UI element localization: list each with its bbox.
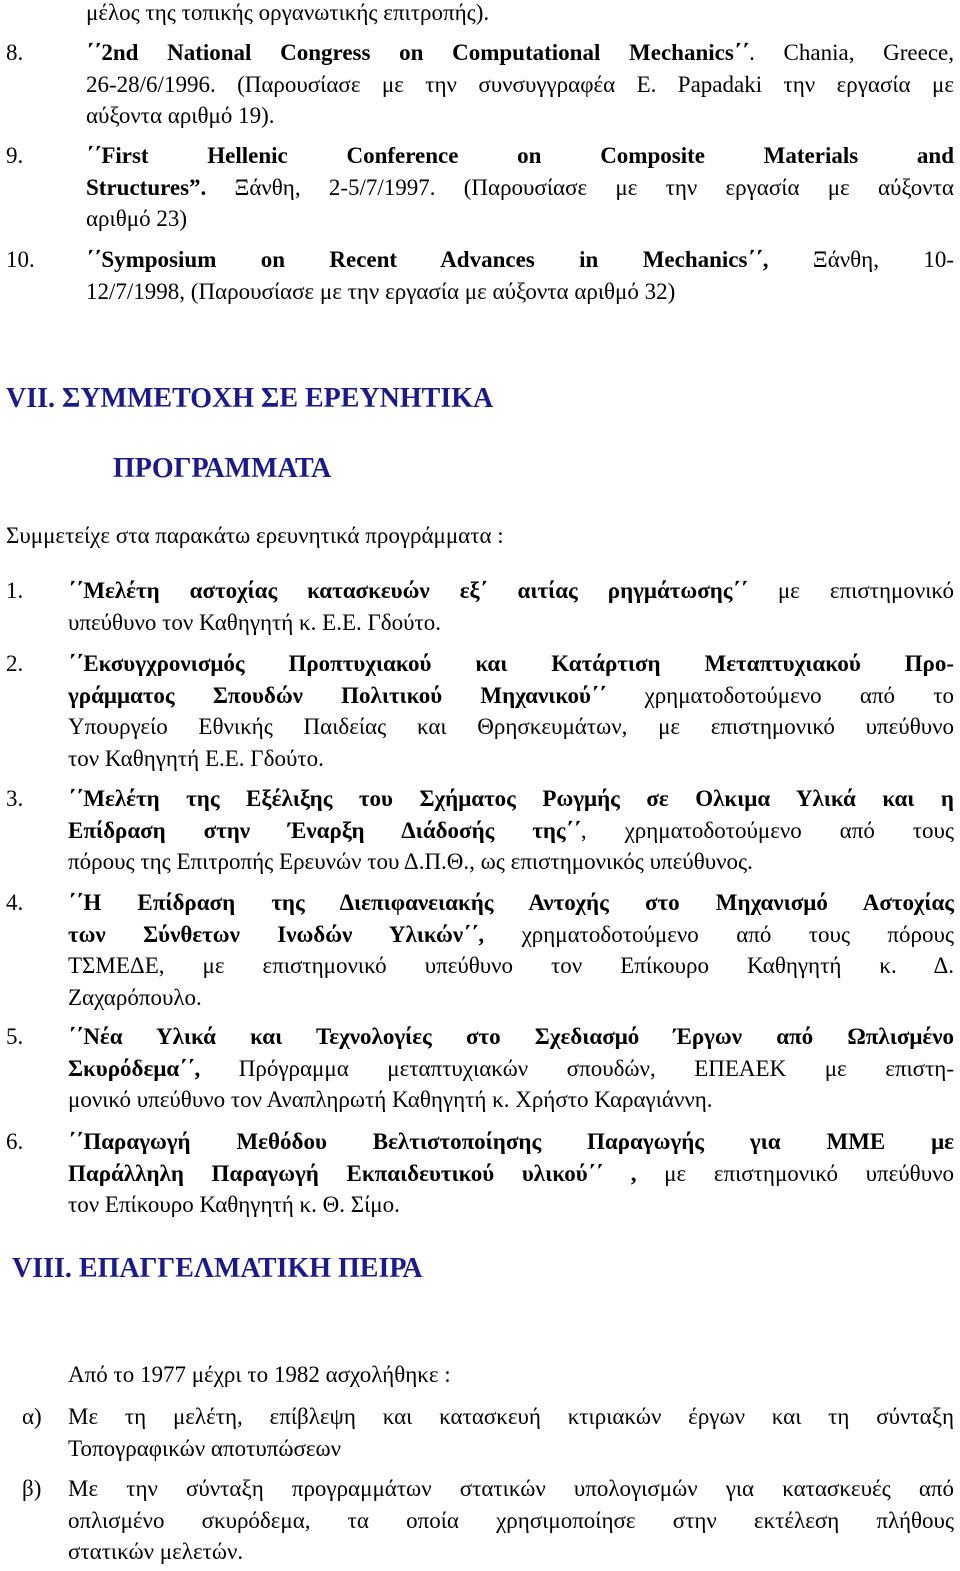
plain-text: , χρηματοδοτούμενο από τους: [580, 817, 954, 843]
list-item-line: [68, 846, 954, 878]
list-item-number: 8.: [6, 40, 24, 65]
bold-title-text: γράμματος Σπουδών Πολιτικού Μηχανικού΄΄: [68, 682, 607, 708]
bold-title-text: ΄΄Symposium on Recent Advances in Mechanics΄΄,: [86, 247, 769, 272]
list-item-number: 4.: [6, 890, 24, 915]
list-item-line: [68, 607, 954, 639]
list-item-line: [68, 1473, 954, 1505]
list-item-line: [86, 37, 954, 69]
list-item-line: [68, 575, 954, 607]
list-item-number: 3.: [6, 786, 24, 811]
plain-text: 12/7/1998, (Παρουσίασε με την εργασία με αύξοντα αριθμό 32): [86, 278, 676, 304]
bold-title-text: ΄΄Η Επίδραση της Διεπιφανειακής Αντοχής στο Μηχανισμό Αστοχίας: [68, 890, 954, 915]
plain-text: μονικό υπεύθυνο τον Αναπληρωτή Καθηγητή κ. Χρήστο Καραγιάννη.: [68, 1087, 713, 1112]
bold-title-text: Επίδραση στην Έναρξη Διάδοσής της΄΄: [68, 817, 581, 843]
section-viii-heading: VIII. ΕΠΑΓΓΕΛΜΑΤΙΚΗ ΠΕΙΡΑ: [12, 1253, 423, 1284]
list-item-line: [68, 887, 954, 919]
plain-text: τον Επίκουρο Καθηγητή κ. Θ. Σίμο.: [68, 1192, 400, 1217]
bold-title-text: ΄΄2nd National Congress on Computational Mechanics΄΄: [86, 40, 750, 65]
plain-text: ΤΣΜΕΔΕ, με επιστημονικό υπεύθυνο τον Επίκουρο Καθηγητή κ. Δ.: [68, 953, 954, 978]
list-item-line: [86, 100, 954, 132]
plain-text: τον Καθηγητή Ε.Ε. Γδούτο.: [68, 745, 324, 771]
plain-text: με επιστημονικό: [747, 578, 954, 603]
list-item-line: [68, 1433, 954, 1465]
plain-text: Ξάνθη, 2-5/7/1997. (Παρουσίασε με την εργασία με αύξοντα: [206, 174, 954, 200]
plain-text: αριθμό 23): [86, 206, 187, 231]
list-item-line: [86, 69, 954, 101]
bold-title-text: ΄΄Νέα Υλικά και Τεχνολογίες στο Σχεδιασμό Έργων από Ωπλισμένο: [68, 1024, 954, 1049]
plain-text: Υπουργείο Εθνικής Παιδείας και Θρησκευμάτων, με επιστημονικό υπεύθυνο: [68, 714, 954, 739]
list-item-line: [68, 1505, 954, 1537]
top-fragment: μέλος της τοπικής οργανωτικής επιτροπής).: [86, 0, 490, 25]
list-item-line: [68, 743, 954, 775]
list-item-line: [68, 950, 954, 982]
list-item-line: [68, 919, 954, 951]
bold-title-text: Σκυρόδεμα΄΄,: [68, 1055, 201, 1081]
list-item-line: [68, 1053, 954, 1085]
plain-text: οπλισμένο σκυρόδεμα, τα οποία χρησιμοποίησε στην εκτέλεση πλήθους: [68, 1507, 954, 1533]
list-item-line: [68, 680, 954, 712]
plain-text: με επιστημονικό υπεύθυνο: [636, 1160, 954, 1186]
list-item-line: [68, 1021, 954, 1053]
bold-title-text: των Σύνθετων Ινωδών Υλικών΄΄,: [68, 921, 485, 947]
bold-title-text: Structures”.: [86, 174, 207, 200]
list-item-line: [86, 276, 954, 308]
plain-text: Πρόγραμμα μεταπτυχιακών σπουδών, ΕΠΕΑΕΚ με επιστη-: [200, 1055, 954, 1081]
list-item-line: [86, 172, 954, 204]
bold-title-text: ΄΄Εκσυγχρονισμός Προπτυχιακού και Κατάρτιση Μεταπτυχιακού Προ-: [68, 651, 954, 676]
list-item-line: [86, 244, 954, 276]
bold-title-text: ΄΄Παραγωγή Μεθόδου Βελτιστοποίησης Παραγωγής για ΜΜΕ με: [68, 1129, 954, 1154]
plain-text: Ζαχαρόπουλο.: [68, 984, 202, 1010]
list-item-line: [68, 783, 954, 815]
plain-text: . Chania, Greece,: [749, 40, 954, 65]
list-item-line: [68, 1401, 954, 1433]
plain-text: χρηματοδοτούμενο από τους πόρους: [484, 921, 954, 947]
list-item-line: [68, 1189, 954, 1221]
plain-text: στατικών μελετών.: [68, 1539, 244, 1564]
list-item-number: β): [22, 1476, 42, 1501]
section-vii-heading-line1: VII. ΣΥΜΜΕΤΟΧΗ ΣΕ ΕΡΕΥΝΗΤΙΚΑ: [6, 383, 494, 414]
list-item-line: [68, 815, 954, 847]
list-item-number: 9.: [6, 143, 24, 168]
list-item-number: 6.: [6, 1129, 24, 1154]
plain-text: 26-28/6/1996. (Παρουσίασε με την συνσυγγραφέα Ε. Papadaki την εργασία με: [86, 71, 954, 97]
plain-text: Με τη μελέτη, επίβλεψη και κατασκευή κτιριακών έργων και τη σύνταξη: [68, 1404, 954, 1429]
bold-title-text: Παράλληλη Παραγωγή Εκπαιδευτικού υλικού΄΄ ,: [68, 1160, 637, 1186]
plain-text: υπεύθυνο τον Καθηγητή κ. Ε.Ε. Γδούτο.: [68, 609, 442, 635]
list-item-line: [68, 1126, 954, 1158]
list-item-line: [68, 1158, 954, 1190]
plain-text: Τοπογραφικών αποτυπώσεων: [68, 1435, 342, 1461]
bold-title-text: ΄΄Μελέτη αστοχίας κατασκευών εξ΄ αιτίας ρηγμάτωσης΄΄: [68, 578, 748, 603]
list-item-line: [86, 203, 954, 235]
plain-text: χρηματοδοτούμενο από το: [606, 682, 954, 708]
list-item-line: [68, 648, 954, 680]
list-item-line: [68, 982, 954, 1014]
list-item-line: [68, 1536, 954, 1568]
section-vii-intro: Συμμετείχε στα παρακάτω ερευνητικά προγράμματα :: [6, 523, 504, 548]
bold-title-text: ΄΄First Hellenic Conference on Composite Materials and: [86, 143, 954, 168]
section-vii-heading-line2: ΠΡΟΓΡΑΜΜΑΤΑ: [113, 453, 332, 484]
list-item-line: [68, 1084, 954, 1116]
list-item-line: [86, 140, 954, 172]
list-item-number: 2.: [6, 651, 24, 676]
list-item-line: [68, 711, 954, 743]
plain-text: αύξοντα αριθμό 19).: [86, 103, 275, 128]
list-item-number: 10.: [6, 247, 35, 272]
section-viii-intro: Από το 1977 μέχρι το 1982 ασχολήθηκε :: [68, 1362, 451, 1387]
list-item-number: 5.: [6, 1024, 24, 1049]
plain-text: Ξάνθη, 10-: [768, 247, 954, 272]
list-item-number: 1.: [6, 578, 24, 603]
plain-text: Με την σύνταξη προγραμμάτων στατικών υπολογισμών για κατασκευές από: [68, 1476, 954, 1501]
bold-title-text: ΄΄Μελέτη της Εξέλιξης του Σχήματος Ρωγμής σε Ολκιμα Υλικά και η: [68, 786, 954, 811]
plain-text: πόρους της Επιτροπής Ερευνών του Δ.Π.Θ., ως επιστημονικός υπεύθυνος.: [68, 849, 753, 874]
list-item-number: α): [22, 1404, 42, 1429]
